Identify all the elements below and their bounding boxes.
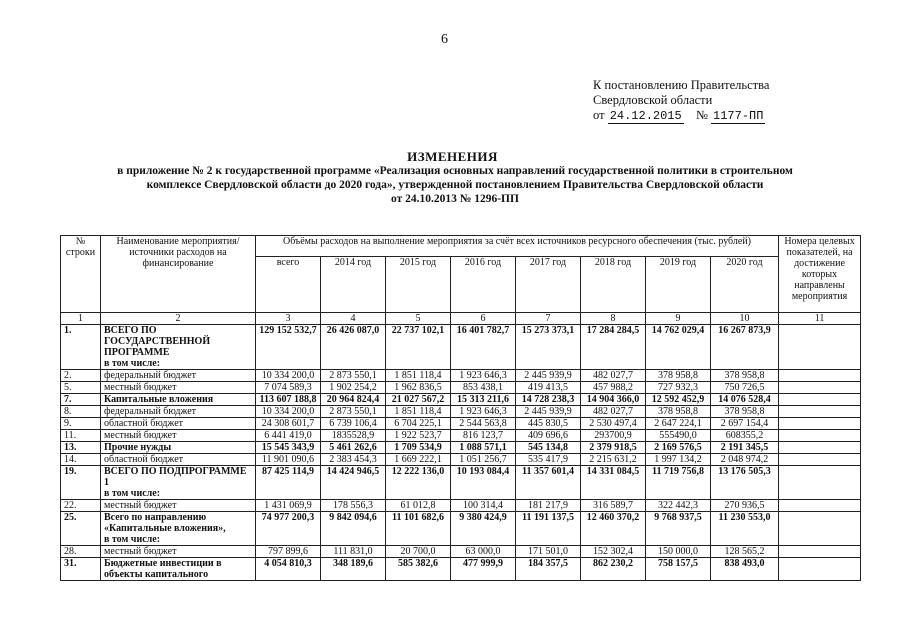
table-row bbox=[61, 406, 861, 418]
value-cell: 171 501,0 bbox=[516, 546, 581, 558]
value-cell: 21 027 567,2 bbox=[386, 394, 451, 406]
value-cell: 11 230 553,0 bbox=[711, 512, 779, 546]
value-cell: 445 830,5 bbox=[516, 418, 581, 430]
value-cell: 322 442,3 bbox=[646, 500, 711, 512]
value-cell: 11 101 682,6 bbox=[386, 512, 451, 546]
value-cell: 26 426 087,0 bbox=[321, 325, 386, 370]
value-cell: 9 380 424,9 bbox=[451, 512, 516, 546]
table-row bbox=[61, 512, 861, 546]
value-cell: 10 334 200,0 bbox=[256, 370, 321, 382]
row-subtitle: в том числе: bbox=[104, 488, 161, 499]
row-name-cell bbox=[101, 442, 256, 454]
value-cell: 535 417,9 bbox=[516, 454, 581, 466]
col-header-row-number: № строки bbox=[61, 236, 101, 313]
index-cell: 1 bbox=[61, 313, 101, 325]
value-cell: 10 193 084,4 bbox=[451, 466, 516, 500]
row-name-cell bbox=[101, 406, 256, 418]
value-cell: 1 669 222,1 bbox=[386, 454, 451, 466]
value-cell: 2 445 939,9 bbox=[516, 370, 581, 382]
table-row bbox=[61, 454, 861, 466]
row-name: местный бюджет bbox=[104, 382, 177, 393]
index-cell: 2 bbox=[101, 313, 256, 325]
row-number: 7. bbox=[61, 394, 101, 406]
targets-cell bbox=[779, 466, 861, 500]
expenses-table bbox=[60, 235, 861, 581]
row-name: ВСЕГО ПО ГОСУДАРСТВЕННОЙ ПРОГРАММЕ bbox=[104, 325, 211, 358]
value-cell: 1 051 256,7 bbox=[451, 454, 516, 466]
row-name-cell bbox=[101, 394, 256, 406]
index-cell: 3 bbox=[256, 313, 321, 325]
row-subtitle: в том числе: bbox=[104, 534, 161, 545]
row-name-cell bbox=[101, 382, 256, 394]
row-name: местный бюджет bbox=[104, 500, 177, 511]
column-index-row bbox=[61, 313, 861, 325]
row-name: Всего по направлению «Капитальные вложения», bbox=[104, 512, 226, 534]
row-number: 25. bbox=[61, 512, 101, 546]
index-cell: 10 bbox=[711, 313, 779, 325]
value-cell: 7 074 589,3 bbox=[256, 382, 321, 394]
header-line-1: К постановлению Правительства bbox=[593, 78, 770, 92]
subtitle-line-1: в приложение № 2 к государственной программе «Реализация основных направлений государственной политики в строительном bbox=[117, 165, 793, 177]
row-name-cell bbox=[101, 500, 256, 512]
targets-cell bbox=[779, 430, 861, 442]
targets-cell bbox=[779, 512, 861, 546]
value-cell: 853 438,1 bbox=[451, 382, 516, 394]
header-line-2: Свердловской области bbox=[593, 93, 713, 107]
value-cell: 409 696,6 bbox=[516, 430, 581, 442]
value-cell: 585 382,6 bbox=[386, 558, 451, 581]
value-cell: 9 768 937,5 bbox=[646, 512, 711, 546]
row-name-cell bbox=[101, 325, 256, 370]
value-cell: 2 215 631,2 bbox=[581, 454, 646, 466]
row-name: федеральный бюджет bbox=[104, 370, 197, 381]
value-cell: 727 932,3 bbox=[646, 382, 711, 394]
value-cell: 378 958,8 bbox=[711, 370, 779, 382]
value-cell: 6 441 419,0 bbox=[256, 430, 321, 442]
row-name: местный бюджет bbox=[104, 430, 177, 441]
value-cell: 348 189,6 bbox=[321, 558, 386, 581]
value-cell: 11 719 756,8 bbox=[646, 466, 711, 500]
row-name: федеральный бюджет bbox=[104, 406, 197, 417]
value-cell: 293700,9 bbox=[581, 430, 646, 442]
value-cell: 6 704 225,1 bbox=[386, 418, 451, 430]
index-cell: 7 bbox=[516, 313, 581, 325]
value-cell: 20 964 824,4 bbox=[321, 394, 386, 406]
decree-number: 1177-ПП bbox=[713, 109, 764, 123]
value-cell: 4 054 810,3 bbox=[256, 558, 321, 581]
value-cell: 2 191 345,5 bbox=[711, 442, 779, 454]
value-cell: 1 088 571,1 bbox=[451, 442, 516, 454]
value-cell: 1 851 118,4 bbox=[386, 370, 451, 382]
value-cell: 1835528,9 bbox=[321, 430, 386, 442]
value-cell: 14 904 366,0 bbox=[581, 394, 646, 406]
value-cell: 9 842 094,6 bbox=[321, 512, 386, 546]
row-number: 8. bbox=[61, 406, 101, 418]
index-cell: 4 bbox=[321, 313, 386, 325]
row-number: 14. bbox=[61, 454, 101, 466]
col-header-name: Наименование мероприятия/источники расходов на финансирование bbox=[101, 236, 256, 313]
targets-cell bbox=[779, 546, 861, 558]
value-cell: 1 902 254,2 bbox=[321, 382, 386, 394]
value-cell: 16 401 782,7 bbox=[451, 325, 516, 370]
value-cell: 2 445 939,9 bbox=[516, 406, 581, 418]
value-cell: 1 997 134,2 bbox=[646, 454, 711, 466]
value-cell: 2 530 497,4 bbox=[581, 418, 646, 430]
col-header-2017: 2017 год bbox=[516, 257, 581, 313]
value-cell: 482 027,7 bbox=[581, 406, 646, 418]
subtitle-line-3: от 24.10.2013 № 1296-ПП bbox=[391, 193, 519, 205]
value-cell: 150 000,0 bbox=[646, 546, 711, 558]
row-number: 13. bbox=[61, 442, 101, 454]
row-number: 11. bbox=[61, 430, 101, 442]
value-cell: 758 157,5 bbox=[646, 558, 711, 581]
col-header-targets: Номера целевых показателей, на достижение которых направлены мероприятия bbox=[779, 236, 861, 313]
table-body bbox=[61, 313, 861, 581]
value-cell: 316 589,7 bbox=[581, 500, 646, 512]
value-cell: 181 217,9 bbox=[516, 500, 581, 512]
targets-cell bbox=[779, 418, 861, 430]
value-cell: 61 012,8 bbox=[386, 500, 451, 512]
value-cell: 20 700,0 bbox=[386, 546, 451, 558]
value-cell: 111 831,0 bbox=[321, 546, 386, 558]
value-cell: 12 222 136,0 bbox=[386, 466, 451, 500]
value-cell: 14 762 029,4 bbox=[646, 325, 711, 370]
value-cell: 378 958,8 bbox=[711, 406, 779, 418]
value-cell: 128 565,2 bbox=[711, 546, 779, 558]
value-cell: 419 413,5 bbox=[516, 382, 581, 394]
targets-cell bbox=[779, 394, 861, 406]
row-number: 2. bbox=[61, 370, 101, 382]
value-cell: 797 899,6 bbox=[256, 546, 321, 558]
value-cell: 11 901 090,6 bbox=[256, 454, 321, 466]
value-cell: 14 331 084,5 bbox=[581, 466, 646, 500]
col-header-2018: 2018 год bbox=[581, 257, 646, 313]
value-cell: 2 544 563,8 bbox=[451, 418, 516, 430]
value-cell: 270 936,5 bbox=[711, 500, 779, 512]
value-cell: 2 383 454,3 bbox=[321, 454, 386, 466]
row-number: 19. bbox=[61, 466, 101, 500]
value-cell: 13 176 505,3 bbox=[711, 466, 779, 500]
value-cell: 12 460 370,2 bbox=[581, 512, 646, 546]
table-row bbox=[61, 466, 861, 500]
value-cell: 14 424 946,5 bbox=[321, 466, 386, 500]
value-cell: 816 123,7 bbox=[451, 430, 516, 442]
col-header-2020: 2020 год bbox=[711, 257, 779, 313]
table-row bbox=[61, 418, 861, 430]
value-cell: 457 988,2 bbox=[581, 382, 646, 394]
value-cell: 838 493,0 bbox=[711, 558, 779, 581]
value-cell: 1 709 534,9 bbox=[386, 442, 451, 454]
value-cell: 862 230,2 bbox=[581, 558, 646, 581]
row-name: областной бюджет bbox=[104, 454, 184, 465]
value-cell: 178 556,3 bbox=[321, 500, 386, 512]
value-cell: 2 873 550,1 bbox=[321, 370, 386, 382]
index-cell: 5 bbox=[386, 313, 451, 325]
col-header-2014: 2014 год bbox=[321, 257, 386, 313]
table-row bbox=[61, 382, 861, 394]
table-row bbox=[61, 430, 861, 442]
value-cell: 12 592 452,9 bbox=[646, 394, 711, 406]
row-name: местный бюджет bbox=[104, 546, 177, 557]
value-cell: 24 308 601,7 bbox=[256, 418, 321, 430]
number-prefix: № bbox=[695, 108, 708, 122]
targets-cell bbox=[779, 442, 861, 454]
row-name: областной бюджет bbox=[104, 418, 184, 429]
value-cell: 2 873 550,1 bbox=[321, 406, 386, 418]
value-cell: 152 302,4 bbox=[581, 546, 646, 558]
col-header-volumes: Объёмы расходов на выполнение мероприятия за счёт всех источников ресурсного обеспечения (тыс. рублей) bbox=[256, 236, 779, 257]
document-title: ИЗМЕНЕНИЯ bbox=[407, 149, 498, 164]
value-cell: 2 169 576,5 bbox=[646, 442, 711, 454]
row-number: 9. bbox=[61, 418, 101, 430]
table-row bbox=[61, 500, 861, 512]
value-cell: 6 739 106,4 bbox=[321, 418, 386, 430]
value-cell: 16 267 873,9 bbox=[711, 325, 779, 370]
value-cell: 15 545 343,9 bbox=[256, 442, 321, 454]
index-cell: 8 bbox=[581, 313, 646, 325]
value-cell: 555490,0 bbox=[646, 430, 711, 442]
row-name-cell bbox=[101, 546, 256, 558]
targets-cell bbox=[779, 406, 861, 418]
table-row bbox=[61, 394, 861, 406]
subtitle-line-2: комплексе Свердловской области до 2020 года», утвержденной постановлением Правительства Свердловской области bbox=[146, 179, 764, 191]
value-cell: 750 726,5 bbox=[711, 382, 779, 394]
row-subtitle: в том числе: bbox=[104, 358, 161, 369]
value-cell: 14 076 528,4 bbox=[711, 394, 779, 406]
row-name: Капитальные вложения bbox=[104, 394, 214, 405]
targets-cell bbox=[779, 454, 861, 466]
value-cell: 2 697 154,4 bbox=[711, 418, 779, 430]
row-number: 1. bbox=[61, 325, 101, 370]
value-cell: 608355,2 bbox=[711, 430, 779, 442]
value-cell: 2 647 224,1 bbox=[646, 418, 711, 430]
value-cell: 10 334 200,0 bbox=[256, 406, 321, 418]
table-row bbox=[61, 558, 861, 581]
row-name-cell bbox=[101, 512, 256, 546]
row-name: ВСЕГО ПО ПОДПРОГРАММЕ 1 bbox=[104, 466, 247, 488]
value-cell: 15 313 211,6 bbox=[451, 394, 516, 406]
row-name-cell bbox=[101, 418, 256, 430]
value-cell: 2 379 918,5 bbox=[581, 442, 646, 454]
value-cell: 477 999,9 bbox=[451, 558, 516, 581]
row-name-cell bbox=[101, 558, 256, 581]
value-cell: 87 425 114,9 bbox=[256, 466, 321, 500]
targets-cell bbox=[779, 500, 861, 512]
col-header-2016: 2016 год bbox=[451, 257, 516, 313]
table-row bbox=[61, 546, 861, 558]
date-prefix: от bbox=[593, 108, 605, 122]
decree-header bbox=[593, 78, 769, 124]
value-cell: 184 357,5 bbox=[516, 558, 581, 581]
value-cell: 1 922 523,7 bbox=[386, 430, 451, 442]
value-cell: 17 284 284,5 bbox=[581, 325, 646, 370]
value-cell: 11 191 137,5 bbox=[516, 512, 581, 546]
value-cell: 5 461 262,6 bbox=[321, 442, 386, 454]
value-cell: 22 737 102,1 bbox=[386, 325, 451, 370]
value-cell: 74 977 200,3 bbox=[256, 512, 321, 546]
targets-cell bbox=[779, 370, 861, 382]
row-number: 5. bbox=[61, 382, 101, 394]
row-name: Прочие нужды bbox=[104, 442, 172, 453]
index-cell: 9 bbox=[646, 313, 711, 325]
table-row bbox=[61, 370, 861, 382]
value-cell: 11 357 601,4 bbox=[516, 466, 581, 500]
col-header-total: всего bbox=[256, 257, 321, 313]
document-subtitle bbox=[60, 164, 850, 206]
value-cell: 1 923 646,3 bbox=[451, 370, 516, 382]
row-name: Бюджетные инвестиции в объекты капитального bbox=[104, 558, 222, 580]
value-cell: 100 314,4 bbox=[451, 500, 516, 512]
value-cell: 129 152 532,7 bbox=[256, 325, 321, 370]
value-cell: 113 607 188,8 bbox=[256, 394, 321, 406]
index-cell: 6 bbox=[451, 313, 516, 325]
col-header-2015: 2015 год bbox=[386, 257, 451, 313]
row-name-cell bbox=[101, 370, 256, 382]
value-cell: 1 851 118,4 bbox=[386, 406, 451, 418]
page-number: 6 bbox=[441, 32, 448, 47]
value-cell: 2 048 974,2 bbox=[711, 454, 779, 466]
row-number: 28. bbox=[61, 546, 101, 558]
table-row bbox=[61, 325, 861, 370]
value-cell: 378 958,8 bbox=[646, 370, 711, 382]
row-name-cell bbox=[101, 466, 256, 500]
targets-cell bbox=[779, 558, 861, 581]
table-row bbox=[61, 442, 861, 454]
value-cell: 545 134,8 bbox=[516, 442, 581, 454]
row-number: 22. bbox=[61, 500, 101, 512]
index-cell: 11 bbox=[779, 313, 861, 325]
value-cell: 1 962 836,5 bbox=[386, 382, 451, 394]
targets-cell bbox=[779, 382, 861, 394]
col-header-2019: 2019 год bbox=[646, 257, 711, 313]
row-name-cell bbox=[101, 454, 256, 466]
row-name-cell bbox=[101, 430, 256, 442]
targets-cell bbox=[779, 325, 861, 370]
value-cell: 15 273 373,1 bbox=[516, 325, 581, 370]
value-cell: 482 027,7 bbox=[581, 370, 646, 382]
value-cell: 1 431 069,9 bbox=[256, 500, 321, 512]
decree-date: 24.12.2015 bbox=[609, 109, 682, 123]
row-number: 31. bbox=[61, 558, 101, 581]
value-cell: 14 728 238,3 bbox=[516, 394, 581, 406]
value-cell: 63 000,0 bbox=[451, 546, 516, 558]
value-cell: 1 923 646,3 bbox=[451, 406, 516, 418]
header-date-line bbox=[593, 108, 769, 124]
value-cell: 378 958,8 bbox=[646, 406, 711, 418]
